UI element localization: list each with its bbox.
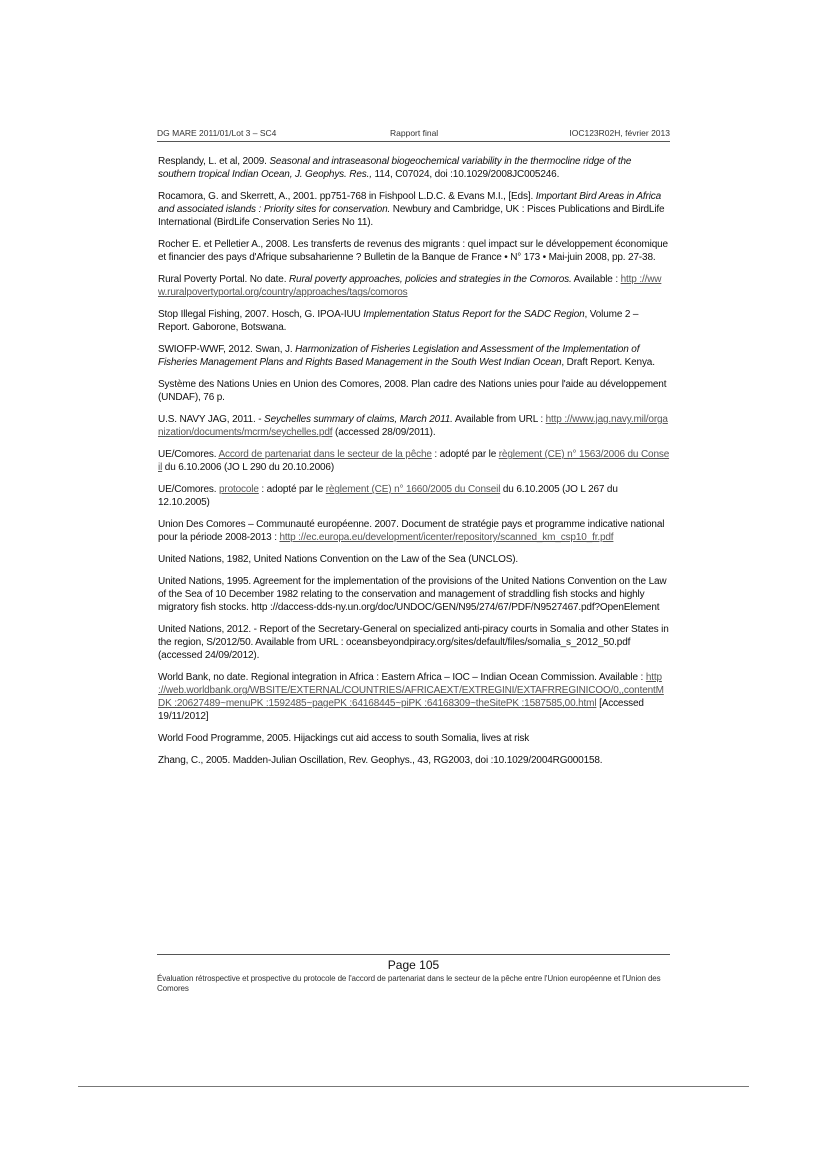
page-number: Page 105: [387, 958, 440, 972]
reference-union-des-comores: Union Des Comores – Communauté européenne. 2007. Document de stratégie pays et programme indicative national pour la période 2008-2013 : http ://ec.europa.eu/development/icenter/repository/scanned_km_csp10_fr.pdf: [158, 519, 665, 543]
world-bank-link[interactable]: http ://web.worldbank.org/WBSITE/EXTERNAL/COUNTRIES/AFRICAEXT/EXTREGINI/EXTAFRREGINICOO/0,,contentMDK :20627489~menuPK :1592485~pagePK :64168445~piPK :64168309~theSitePK :1587585,00.html: [158, 672, 664, 709]
reference-systeme: Système des Nations Unies en Union des Comores, 2008. Plan cadre des Nations unies pour l'aide au développement (UNDAF), 76 p.: [158, 379, 667, 403]
page-header: [157, 128, 670, 142]
header-left: DG MARE 2011/01/Lot 3 – SC4: [157, 128, 277, 138]
reference-swiofp: SWIOFP-WWF, 2012. Swan, J. Harmonization of Fisheries Legislation and Assessment of the Implementation of Fisheries Management Plans and Rights Based Management in the South West Indian Ocean, Draft Report. Kenya.: [158, 344, 655, 368]
reference-un-2012: United Nations, 2012. - Report of the Secretary-General on specialized anti-piracy courts in Somalia and other States in the region, S/2012/50. Available from URL : oceansbeyondpiracy.org/sites/default/files/somalia_s_2012_50.pdf (accessed 24/09/2012).: [158, 624, 669, 661]
footer-note: Évaluation rétrospective et prospective du protocole de l'accord de partenariat dans le secteur de la pêche entre l'Union européenne et l'Union des Comores: [157, 974, 661, 993]
reference-un-1995: United Nations, 1995. Agreement for the implementation of the provisions of the United Nations Convention on the Law of the Sea of 10 December 1982 relating to the conservation and management of straddling fish stocks and highly migratory fish stocks. http ://daccess-dds-ny.un.org/doc/UNDOC/GEN/N95/274/67/PDF/N9527467.pdf?OpenElement: [158, 576, 667, 613]
ec-europa-link[interactable]: http ://ec.europa.eu/development/icenter/repository/scanned_km_csp10_fr.pdf: [279, 532, 614, 543]
page-footer: [157, 954, 670, 994]
reference-ue-comores-protocole: UE/Comores. protocole : adopté par le règlement (CE) n° 1660/2005 du Conseil du 6.10.2005 (JO L 267 du 12.10.2005): [158, 484, 618, 508]
reference-stop-illegal-fishing: Stop Illegal Fishing, 2007. Hosch, G. IPOA-IUU Implementation Status Report for the SADC Region, Volume 2 – Report. Gaborone, Botswana.: [158, 309, 639, 333]
reference-un-1982: United Nations, 1982, United Nations Convention on the Law of the Sea (UNCLOS).: [158, 554, 519, 565]
reference-us-navy: U.S. NAVY JAG, 2011. - Seychelles summary of claims, March 2011. Available from URL : http ://www.jag.navy.mil/organization/documents/mcrm/seychelles.pdf (accessed 28/09/2011).: [158, 414, 668, 438]
reglement-1660-link[interactable]: règlement (CE) n° 1660/2005 du Conseil: [325, 484, 501, 495]
reference-zhang: Zhang, C., 2005. Madden-Julian Oscillation, Rev. Geophys., 43, RG2003, doi :10.1029/2004RG000158.: [158, 755, 603, 766]
header-right: IOC123R02H, février 2013: [569, 128, 670, 138]
bottom-divider: [78, 1086, 749, 1087]
reference-rural-poverty: Rural Poverty Portal. No date. Rural poverty approaches, policies and strategies in the Comoros. Available : http ://www.ruralpovertyportal.org/country/approaches/tags/comoros: [158, 274, 662, 298]
rural-poverty-link[interactable]: http ://www.ruralpovertyportal.org/country/approaches/tags/comoros: [158, 274, 662, 298]
us-navy-link[interactable]: http ://www.jag.navy.mil/organization/documents/mcrm/seychelles.pdf: [158, 414, 668, 438]
reference-rocher: Rocher E. et Pelletier A., 2008. Les transferts de revenus des migrants : quel impact sur le développement économique et financier des pays d'Afrique subsaharienne ? Bulletin de la Banque de France • N° 173 • Mai-juin 2008, pp. 27-38.: [158, 239, 668, 263]
header-center: Rapport final: [390, 128, 439, 138]
reference-resplandy: Resplandy, L. et al, 2009. Seasonal and intraseasonal biogeochemical variability in the thermocline ridge of the southern tropical Indian Ocean, J. Geophys. Res., 114, C07024, doi :10.1029/2008JC005246.: [158, 156, 632, 180]
reference-list: [158, 155, 670, 776]
reference-world-bank: World Bank, no date. Regional integration in Africa : Eastern Africa – IOC – Indian Ocean Commission. Available : http ://web.worldbank.org/WBSITE/EXTERNAL/COUNTRIES/AFRICAEXT/EXTREGINI/EXTAFRREGINICOO/0,,contentMDK :20627489~menuPK :1592485~pagePK :64168445~piPK :64168309~theSitePK :1587585,00.html [Accessed 19/11/2012]: [158, 672, 664, 722]
reference-world-food-programme: World Food Programme, 2005. Hijackings cut aid access to south Somalia, lives at risk: [158, 733, 530, 744]
protocole-link[interactable]: protocole: [219, 484, 259, 495]
accord-link[interactable]: Accord de partenariat dans le secteur de la pêche: [218, 449, 432, 460]
reference-rocamora: Rocamora, G. and Skerrett, A., 2001. pp751-768 in Fishpool L.D.C. & Evans M.I., [Eds]. Important Bird Areas in Africa and associated islands : Priority sites for conservation. Newbury and Cambridge, UK : Pisces Publications and BirdLife International (BirdLife Conservation Series No 11).: [158, 191, 665, 228]
reglement-1563-link[interactable]: règlement (CE) n° 1563/2006 du Conseil: [158, 449, 670, 473]
reference-ue-comores-accord: UE/Comores. Accord de partenariat dans le secteur de la pêche : adopté par le règlement (CE) n° 1563/2006 du Conseil du 6.10.2006 (JO L 290 du 20.10.2006): [158, 449, 670, 473]
